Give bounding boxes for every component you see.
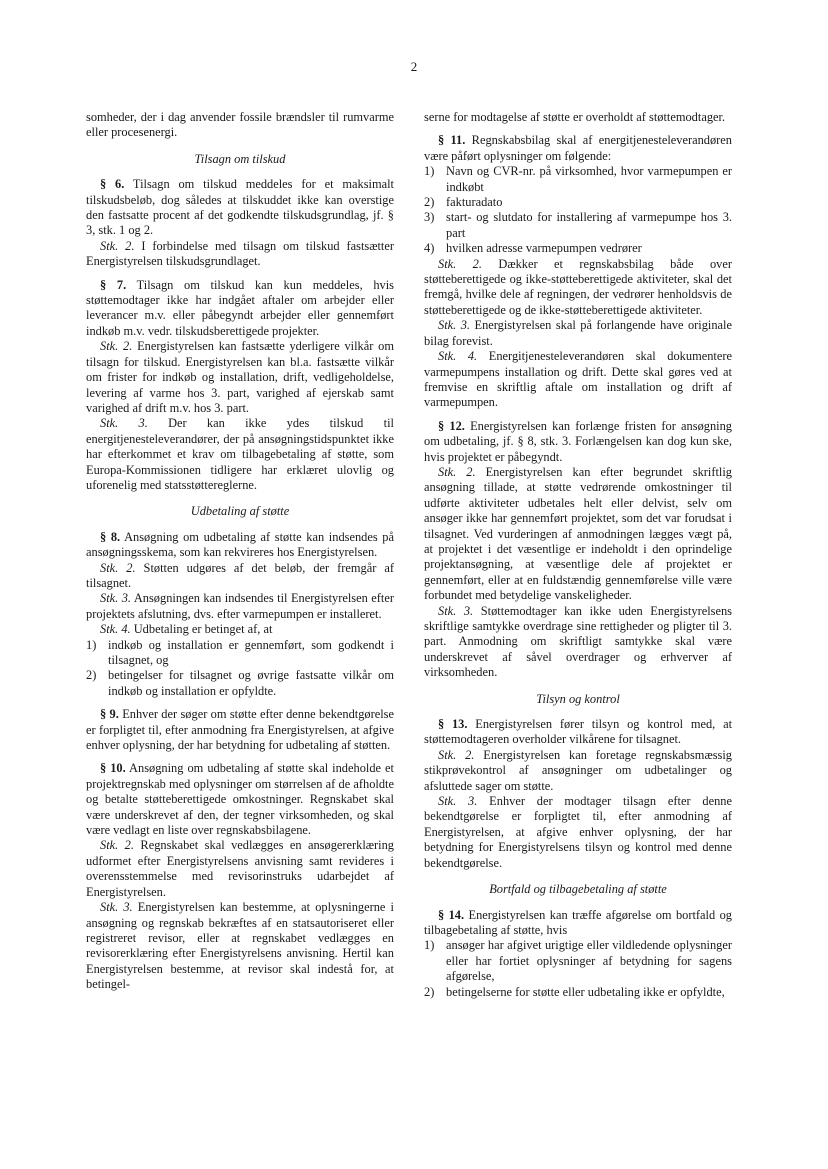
list-item-number: 2) bbox=[86, 668, 97, 683]
stk-label: Stk. 2. bbox=[438, 747, 475, 762]
section-text: Tilsagn om tilskud meddeles for et maksimalt tilskudsbeløb, dog således at tilskuddet ikke kan overstige den fastsatte procent af det godkendte tilskudsgrundlag, jf. § 3, stk. 1 og 2. bbox=[86, 177, 395, 238]
section-7-stk-2 bbox=[86, 339, 394, 416]
section-number: § 9. bbox=[100, 707, 119, 722]
section-7 bbox=[86, 278, 394, 340]
section-10 bbox=[86, 761, 394, 838]
page-number: 2 bbox=[410, 59, 418, 74]
section-text: Tilsagn om tilskud kan kun meddeles, hvis støttemodtager ikke har indgået aftaler om arbejder eller leverancer m.v. eller påbegyndt arbejder eller gennemført indkøb m.v. vedr. tilskudsberettigede projekter. bbox=[86, 277, 394, 338]
left-column bbox=[86, 110, 394, 993]
list-item-number: 3) bbox=[424, 210, 435, 225]
section-8-stk-3 bbox=[86, 591, 394, 622]
stk-label: Stk. 3. bbox=[438, 318, 471, 333]
list-item-text: betingelser for tilsagnet og øvrige fastsatte vilkår om indkøb og installation er opfyldte. bbox=[108, 668, 394, 698]
list-item bbox=[424, 241, 732, 256]
list-item-text: fakturadato bbox=[446, 195, 503, 210]
list-item-text: Navn og CVR-nr. på virksomhed, hvor varmepumpen er indkøbt bbox=[446, 164, 732, 194]
stk-text: Dækker et regnskabsbilag både over støtteberettigede og ikke-støtteberettigede aktiviteter, skal det fremgå, hvilke dele af regningen, der vedrører henholdsvis de støtteberettigede og de ikke-støtteberettigede aktiviteter. bbox=[424, 256, 732, 317]
list-item-text: ansøger har afgivet urigtige eller vildledende oplysninger eller har fortiet oplysninger af betydning for sagens afgørelse, bbox=[446, 938, 732, 984]
stk-label: Stk. 3. bbox=[438, 603, 474, 618]
section-text: Regnskabsbilag skal af energitjenesteleverandøren være påført oplysninger om følgende: bbox=[424, 133, 732, 163]
section-13-stk-2 bbox=[424, 748, 732, 794]
section-number: § 8. bbox=[100, 529, 121, 544]
stk-text: Støtten udgøres af det beløb, der fremgår af tilsagnet. bbox=[86, 560, 394, 590]
section-number: § 10. bbox=[100, 761, 126, 776]
stk-label: Stk. 3. bbox=[438, 794, 478, 809]
section-12-stk-2 bbox=[424, 465, 732, 604]
stk-text: Ansøgningen kan indsendes til Energistyrelsen efter projektets afslutning, dvs. efter varmepumpen er installeret. bbox=[86, 591, 394, 621]
stk-text: Energistyrelsen skal på forlangende have originale bilag forevist. bbox=[424, 318, 732, 348]
section-13-stk-3 bbox=[424, 794, 732, 871]
list-item bbox=[424, 938, 732, 984]
stk-text: Der kan ikke ydes tilskud til energitjenesteleverandører, der på ansøgningstidspunktet ikke har efterkommet et krav om tilbagebetaling af støtte, som Europa-Kommissionen tidligere har erklæret ulovlig og uforenelig med statsstøttereglerne. bbox=[86, 416, 394, 492]
section-13 bbox=[424, 717, 732, 748]
section-text: Energistyrelsen kan træffe afgørelse om bortfald og tilbagebetaling af støtte, hvis bbox=[424, 907, 733, 937]
stk-label: Stk. 2. bbox=[100, 339, 133, 354]
list-item bbox=[424, 210, 732, 241]
section-11-stk-3 bbox=[424, 318, 732, 349]
stk-text: Energitjenesteleverandøren skal dokumentere varmepumpens installation og drift. Dette skal gøres ved at fremvise en skriftlig aftale om installation og drift af varmepumpen. bbox=[424, 349, 732, 410]
intro-paragraph: somheder, der i dag anvender fossile brændsler til rumvarme eller procesenergi. bbox=[86, 110, 394, 140]
stk-label: Stk. 2. bbox=[100, 838, 134, 853]
stk-text: Energistyrelsen kan fastsætte yderligere vilkår om tilsagn for tilskud. Energistyrelsen kan bl.a. fastsætte vilkår om frister for indkøb og installation, drift, vedligeholdelse, levering af varme hos 3. part, varighed af ejerskab samt varighed af drift m.v. hos 3. part. bbox=[86, 339, 394, 415]
list-item bbox=[424, 985, 732, 1000]
section-text: Ansøgning om udbetaling af støtte skal indeholde et projektregnskab med oplysninger om størrelsen af de afholdte og betalte støtteberettigede omkostninger. Regnskabet skal være underskrevet af den, der tegner virksomheden, og skal være vedlagt en liste over regnskabsbilagene. bbox=[86, 761, 394, 838]
heading-bortfald: Bortfald og tilbagebetaling af støtte bbox=[489, 882, 667, 897]
stk-label: Stk. 4. bbox=[100, 622, 131, 637]
right-column bbox=[424, 110, 732, 1000]
stk-text: Støttemodtager kan ikke uden Energistyrelsens skriftlige samtykke overdrage sine rettigheder og pligter til 3. part. Anmodning om skriftligt samtykke skal være underskrevet af såvel overdrager og erhverver af virksomheden. bbox=[424, 603, 732, 680]
stk-text: Energistyrelsen kan foretage regnskabsmæssig stikprøvekontrol af ansøgninger om udbetalinger og afsluttede sager om støtte. bbox=[424, 747, 732, 793]
section-11-list bbox=[424, 164, 732, 256]
list-item bbox=[86, 638, 394, 669]
section-14 bbox=[424, 908, 732, 939]
stk-text: Regnskabet skal vedlægges en ansøgererklæring udformet efter Energistyrelsens anvisning samt revideres i overensstemmelse med revisorinstruks udarbejdet af Energistyrelsen. bbox=[86, 838, 394, 899]
list-item bbox=[424, 195, 732, 210]
list-item-number: 1) bbox=[424, 938, 435, 953]
stk-label: Stk. 2. bbox=[100, 560, 136, 575]
section-8 bbox=[86, 530, 394, 561]
stk-text: Energistyrelsen kan efter begrundet skriftlig ansøgning tillade, at støtte vedrørende omkostninger til udførte aktiviteter udbetales helt eller delvist, selv om ansøger ikke har gennemført projektet, som det var forudsat i tilsagnet. Ved vurderingen af anmodningen lægges vægt på, at projektet i det væsentlige er indeholdt i den oprindelige projektansøgning, at væsentlige dele af projektet er gennemført, eller at en fuldstændig gennemførelse ville være forbundet med betydelige vanskeligheder. bbox=[424, 464, 732, 603]
section-8-list bbox=[86, 638, 394, 700]
list-item-text: hvilken adresse varmepumpen vedrører bbox=[446, 241, 642, 256]
section-12-stk-3 bbox=[424, 604, 732, 681]
heading-tilsyn: Tilsyn og kontrol bbox=[536, 691, 620, 706]
section-text: Enhver der søger om støtte efter denne bekendtgørelse er forpligtet til, efter anmodning fra Energistyrelsen, at afgive enhver oplysning, der har betydning for udbetaling af støtten. bbox=[86, 707, 394, 753]
section-number: § 12. bbox=[438, 418, 465, 433]
stk-label: Stk. 3. bbox=[100, 900, 133, 915]
section-text: Energistyrelsen kan forlænge fristen for ansøgning om udbetaling, jf. § 8, stk. 3. Forlængelsen kan dog kun ske, hvis projektet er påbegyndt. bbox=[424, 418, 732, 464]
section-8-stk-2 bbox=[86, 561, 394, 592]
section-11 bbox=[424, 133, 732, 164]
stk-label: Stk. 3. bbox=[100, 591, 132, 606]
section-10-stk-3 bbox=[86, 900, 394, 992]
list-item bbox=[424, 164, 732, 195]
section-number: § 11. bbox=[438, 133, 466, 148]
stk-label: Stk. 3. bbox=[100, 416, 148, 431]
section-6 bbox=[86, 177, 394, 239]
section-11-stk-4 bbox=[424, 349, 732, 411]
list-item-text: betingelserne for støtte eller udbetaling ikke er opfyldte, bbox=[446, 984, 725, 999]
list-item-number: 1) bbox=[424, 164, 435, 179]
section-9 bbox=[86, 707, 394, 753]
section-6-stk-2 bbox=[86, 239, 394, 270]
stk-text: I forbindelse med tilsagn om tilskud fastsætter Energistyrelsen tilskudsgrundlaget. bbox=[86, 238, 394, 269]
list-item-number: 4) bbox=[424, 241, 435, 256]
stk-label: Stk. 2. bbox=[438, 256, 482, 271]
stk-label: Stk. 4. bbox=[438, 349, 478, 364]
section-8-stk-4 bbox=[86, 622, 394, 637]
stk-label: Stk. 2. bbox=[438, 464, 476, 479]
section-14-list bbox=[424, 938, 732, 1000]
list-item bbox=[86, 668, 394, 699]
list-item-number: 1) bbox=[86, 637, 97, 652]
continuation-paragraph: serne for modtagelse af støtte er overholdt af støttemodtager. bbox=[424, 110, 726, 124]
section-number: § 13. bbox=[438, 717, 468, 732]
list-item-text: indkøb og installation er gennemført, som godkendt i tilsagnet, og bbox=[108, 637, 394, 667]
section-10-stk-2 bbox=[86, 838, 394, 900]
list-item-number: 2) bbox=[424, 195, 435, 210]
stk-text: Energistyrelsen kan bestemme, at oplysningerne i ansøgning og regnskab bekræftes af en statsautoriseret eller registreret revisor, eller at regnskabet vedlægges en revisorerklæring efter Energistyrelsens anvisning. Hertil kan Energistyrelsen bestemme, at revisor skal indestå for, at betingel- bbox=[86, 900, 394, 992]
section-12 bbox=[424, 419, 732, 465]
section-text: Energistyrelsen fører tilsyn og kontrol med, at støttemodtageren overholder vilkårene for tilsagnet. bbox=[424, 717, 733, 747]
section-7-stk-3 bbox=[86, 416, 394, 493]
list-item-number: 2) bbox=[424, 984, 435, 999]
stk-text: Enhver der modtager tilsagn efter denne bekendtgørelse er forpligtet til, efter anmodning af Energistyrelsen, at afgive enhver oplysning, der har betydning for Energistyrelsens tilsyn og kontrol med denne bekendtgørelse. bbox=[424, 794, 732, 870]
section-number: § 7. bbox=[100, 277, 127, 292]
heading-udbetaling: Udbetaling af støtte bbox=[190, 504, 290, 519]
section-number: § 14. bbox=[438, 907, 465, 922]
stk-text: Udbetaling er betinget af, at bbox=[130, 622, 273, 637]
section-11-stk-2 bbox=[424, 257, 732, 319]
heading-tilsagn: Tilsagn om tilskud bbox=[194, 151, 286, 166]
section-text: Ansøgning om udbetaling af støtte kan indsendes på ansøgningsskema, som kan rekvireres hos Energistyrelsen. bbox=[86, 529, 394, 560]
list-item-text: start- og slutdato for installering af varmepumpe hos 3. part bbox=[446, 210, 732, 240]
stk-label: Stk. 2. bbox=[100, 238, 135, 253]
section-number: § 6. bbox=[100, 177, 125, 192]
